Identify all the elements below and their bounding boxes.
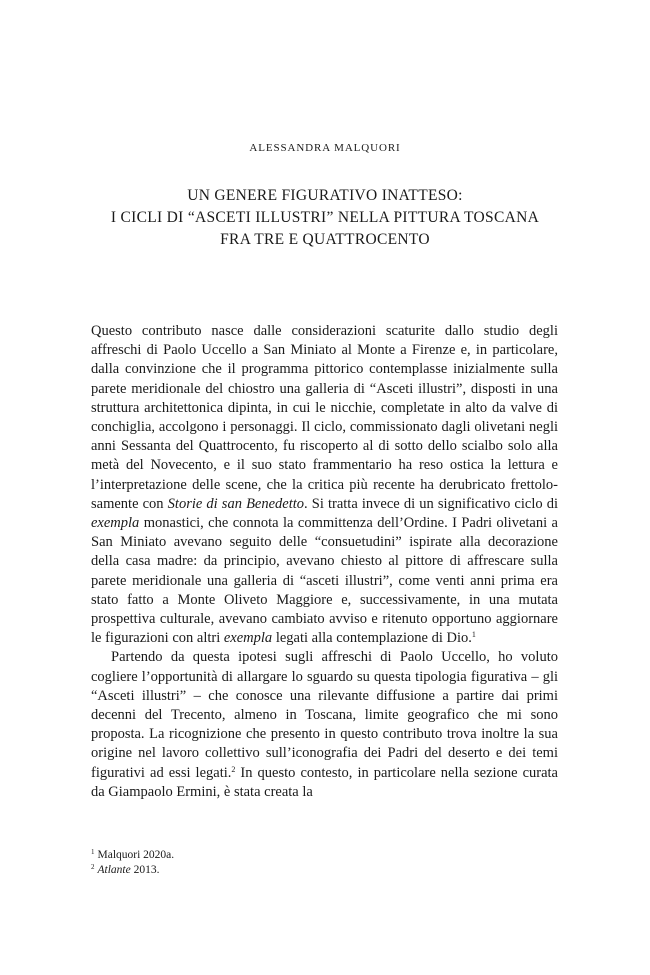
footnote-text: Malquori 2020a. — [97, 849, 175, 861]
footnotes — [91, 848, 558, 878]
italic-term: exempla — [91, 515, 140, 532]
text-run: monastici, che connota la committenza dell’Ordine. I Padri olivetani a San Miniato avevano seguito delle “consuetudini” ispirate alla decorazione della casa madre: da principio, avevano chiesto al pittore di affrescare sulla parete meridionale una galleria di “asceti illustri”, come venti anni prima era stato fatto a Monte Oliveto Maggiore e, successivamente, in una mutata prospettiva culturale, avevano cambiato avviso e ritenuto opportuno aggiornare le figurazioni con altri — [91, 515, 558, 647]
footnote-ref-1[interactable]: 1 — [471, 630, 476, 640]
paragraph-2 — [91, 648, 558, 802]
text-run: In questo contesto, in particolare nella sezione curata da Giampaolo Ermini, è stata creata la — [91, 764, 558, 800]
title-line-3: FRA TRE E QUATTROCENTO — [220, 231, 430, 248]
text-run: . Si tratta invece di un significativo ciclo di — [304, 495, 559, 512]
footnote-text: 2013. — [130, 864, 160, 876]
paragraph-1 — [91, 322, 558, 648]
italic-term: exempla — [223, 630, 273, 647]
author-name: ALESSANDRA MALQUORI — [249, 142, 401, 154]
footnote-italic: Atlante — [97, 864, 131, 876]
text-run: Questo contributo nasce dalle considerazioni scaturite dallo studio degli affreschi di Paolo Uccello a San Miniato al Monte a Firenze e, in particolare, dalla convinzione che il programma pittorico contemplasse inizialmente sulla parete meridionale del chiostro una galleria di “Asceti illustri”, disposti in una struttura architettonica dipinta, in cui le nicchie, completate in alto da valve di conchiglia, accolgono i personaggi. Il ciclo, commissionato dagli olivetani negli anni Sessanta del Quattrocento, fu riscoperto al di sotto dello scialbo solo alla metà del Novecento, e il suo stato frammentario ha reso ostica la lettura e l’interpretazione delle scene, che la critica più recente ha derubricato frettolosamente con — [91, 323, 558, 512]
footnote-1 — [91, 848, 558, 863]
text-run: legati alla contemplazione di Dio. — [272, 630, 472, 647]
footnote-2 — [91, 863, 558, 878]
italic-title: Storie di san Benedetto — [167, 495, 305, 512]
text-run: Partendo da questa ipotesi sugli affreschi di Paolo Uccello, ho voluto cogliere l’opportunità di allargare lo sguardo su questa tipologia figurativa – gli “Asceti illustri” – che conosce una rilevante diffusione a partire dai primi decenni del Trecento, almeno in Toscana, limite geografico che mi sono proposta. La ricognizione che presento in questo contributo trova inoltre la sua origine nel lavoro collettivo sull’iconografia dei Padri del deserto e dei temi figurativi ad essi legati. — [91, 649, 558, 781]
title-line-2: I CICLI DI “ASCETI ILLUSTRI” NELLA PITTURA TOSCANA — [110, 209, 540, 226]
article-title — [0, 185, 650, 251]
footnote-number: 2 — [91, 863, 95, 871]
footnote-number: 1 — [91, 848, 95, 856]
footnote-ref-2[interactable]: 2 — [231, 764, 236, 774]
title-line-1: UN GENERE FIGURATIVO INATTESO: — [187, 187, 463, 204]
article-body — [91, 322, 558, 802]
